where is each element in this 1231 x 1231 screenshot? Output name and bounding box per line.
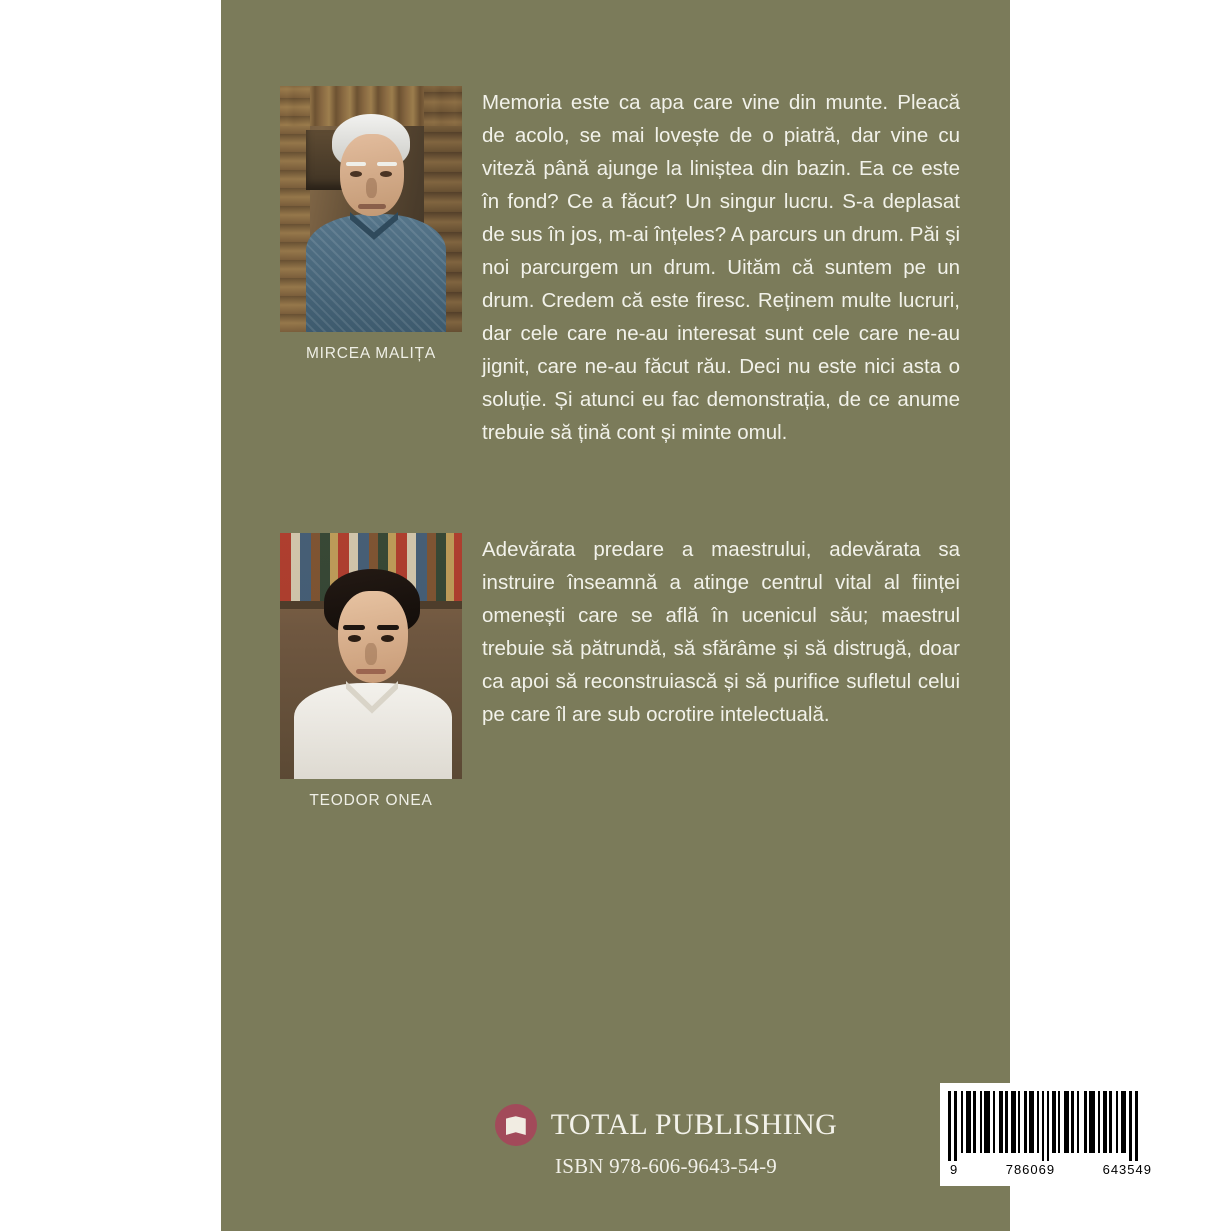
barcode bbox=[940, 1083, 1162, 1186]
photo-column bbox=[280, 86, 462, 363]
eye-right bbox=[381, 635, 394, 642]
publisher-block bbox=[501, 1104, 838, 1179]
nose bbox=[365, 643, 377, 665]
photo-caption-author: MIRCEA MALIȚA bbox=[305, 345, 437, 362]
quote-block-teodor-onea bbox=[280, 533, 960, 810]
shirt bbox=[294, 683, 452, 779]
isbn-text: ISBN 978-606-9643-54-9 bbox=[555, 1154, 777, 1178]
nose bbox=[366, 178, 377, 198]
mouth bbox=[358, 204, 386, 209]
barcode-group-2: 643549 bbox=[1102, 1162, 1152, 1177]
publisher-row bbox=[501, 1104, 838, 1146]
mouth bbox=[356, 669, 386, 674]
eye-left bbox=[350, 171, 362, 177]
eyebrow-left bbox=[346, 162, 366, 166]
portrait-mircea-malita bbox=[280, 86, 462, 332]
barcode-left-digit: 9 bbox=[950, 1162, 959, 1177]
eyebrow-right bbox=[377, 162, 397, 166]
eye-right bbox=[380, 171, 392, 177]
quote-block-mircea-malita bbox=[280, 86, 960, 449]
book-back-cover bbox=[221, 0, 1152, 1231]
portrait-teodor-onea bbox=[280, 533, 462, 779]
barcode-group-1: 786069 bbox=[1005, 1162, 1056, 1177]
eye-left bbox=[348, 635, 361, 642]
eyebrow-right bbox=[377, 625, 399, 630]
photo-caption-author: TEODOR ONEA bbox=[309, 792, 433, 809]
publisher-name: TOTAL PUBLISHING bbox=[550, 1108, 838, 1141]
book-logo bbox=[495, 1104, 537, 1146]
eyebrow-left bbox=[343, 625, 365, 630]
barcode-bars bbox=[948, 1091, 1154, 1161]
quote-text: Adevărata predare a maestrului, adevărata sa instruire înseamnă a atinge centrul vital al ființei omenești care se află în ucenicul său; maestrul trebuie să pătrundă, să sfărâme și să distrugă, doar ca apoi să reconstruiască și să purifice sufletul celui pe care îl are sub ocrotire intelectuală. bbox=[482, 538, 960, 726]
barcode-digits bbox=[948, 1161, 1154, 1177]
photo-column bbox=[280, 533, 462, 810]
quote-text: Memoria este ca apa care vine din munte. Pleacă de acolo, se mai lovește de o piatră, dar vine cu viteză până ajunge la liniștea din bazin. Ea ce este în fond? Ce a făcut? Un singur lucru. S-a deplasat de sus în jos, m-ai înțeles? A parcurs un drum. Păi și noi parcurgem un drum. Uităm că suntem pe un drum. Credem că este firesc. Reținem multe lucruri, dar cele care ne-au interesat sunt cele care ne-au jignit, care ne-au făcut rău. Deci nu este nici asta o soluție. Și atunci eu fac demonstrația, de ce anume trebuie să țină cont și minte omul. bbox=[482, 91, 960, 444]
